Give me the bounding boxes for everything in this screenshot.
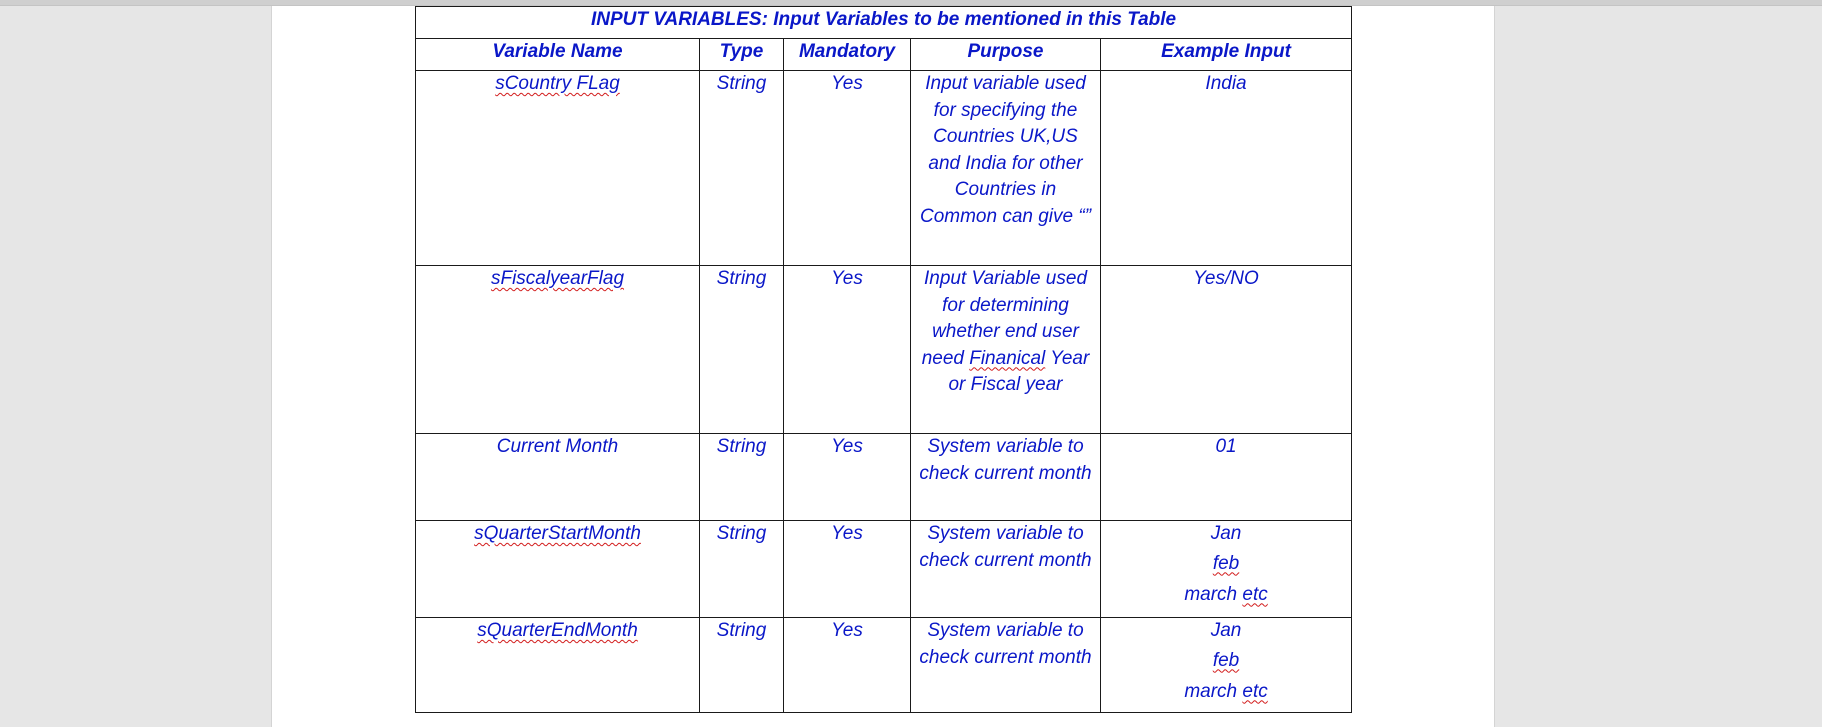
cell-type: String xyxy=(700,434,784,521)
example-misspelled-word: feb xyxy=(1212,649,1240,671)
example-misspelled-word: feb xyxy=(1212,552,1240,574)
cell-purpose: System variable to check current month xyxy=(911,521,1101,618)
cell-example: 01 xyxy=(1101,434,1352,521)
example-line xyxy=(1107,579,1345,610)
table-row xyxy=(416,521,1352,618)
header-purpose: Purpose xyxy=(911,39,1101,71)
variable-name-text: sCountry FLag xyxy=(495,73,620,94)
cell-type: String xyxy=(700,521,784,618)
example-line xyxy=(1107,676,1345,707)
example-word: march xyxy=(1184,680,1238,702)
example-line: Jan xyxy=(1210,620,1242,641)
cell-mandatory: Yes xyxy=(784,618,911,713)
table-title-row xyxy=(416,7,1352,39)
example-misspelled-word: etc xyxy=(1242,680,1268,702)
table-title: INPUT VARIABLES: Input Variables to be mentioned in this Table xyxy=(416,7,1352,39)
table-row xyxy=(416,71,1352,266)
example-line xyxy=(1107,548,1345,579)
purpose-misspelled-word: Finanical xyxy=(969,347,1046,369)
purpose-text-end: Year or Fiscal year xyxy=(948,347,1090,395)
table-row xyxy=(416,266,1352,434)
example-word: march xyxy=(1184,583,1238,605)
example-line xyxy=(1107,645,1345,676)
header-variable-name: Variable Name xyxy=(416,39,700,71)
variable-name-text: sQuarterEndMonth xyxy=(477,620,638,641)
cell-purpose: System variable to check current month xyxy=(911,434,1101,521)
cell-purpose: Input variable used for specifying the Countries UK,US and India for other Countries in Common can give “” xyxy=(911,71,1101,266)
cell-example xyxy=(1101,618,1352,713)
cell-mandatory: Yes xyxy=(784,266,911,434)
cell-example xyxy=(1101,521,1352,618)
example-line: Jan xyxy=(1210,523,1242,544)
cell-mandatory: Yes xyxy=(784,434,911,521)
table-row xyxy=(416,434,1352,521)
variable-name-text: sFiscalyearFlag xyxy=(490,268,625,289)
example-misspelled-word: etc xyxy=(1242,583,1268,605)
header-type: Type xyxy=(700,39,784,71)
cell-type: String xyxy=(700,618,784,713)
cell-type: String xyxy=(700,71,784,266)
cell-purpose xyxy=(911,266,1101,434)
cell-type: String xyxy=(700,266,784,434)
variable-name-text: sQuarterStartMonth xyxy=(474,523,641,544)
cell-variable-name xyxy=(416,71,700,266)
cell-variable-name xyxy=(416,618,700,713)
cell-variable-name xyxy=(416,266,700,434)
cell-example: Yes/NO xyxy=(1101,266,1352,434)
input-variables-table xyxy=(415,6,1352,713)
header-mandatory: Mandatory xyxy=(784,39,911,71)
purpose-text-start: Input Variable used for determining whether end user need xyxy=(921,268,1088,369)
table-header-row xyxy=(416,39,1352,71)
cell-mandatory: Yes xyxy=(784,521,911,618)
cell-mandatory: Yes xyxy=(784,71,911,266)
header-example-input: Example Input xyxy=(1101,39,1352,71)
cell-purpose: System variable to check current month xyxy=(911,618,1101,713)
cell-variable-name: Current Month xyxy=(416,434,700,521)
cell-variable-name xyxy=(416,521,700,618)
table-row xyxy=(416,618,1352,713)
cell-example: India xyxy=(1101,71,1352,266)
